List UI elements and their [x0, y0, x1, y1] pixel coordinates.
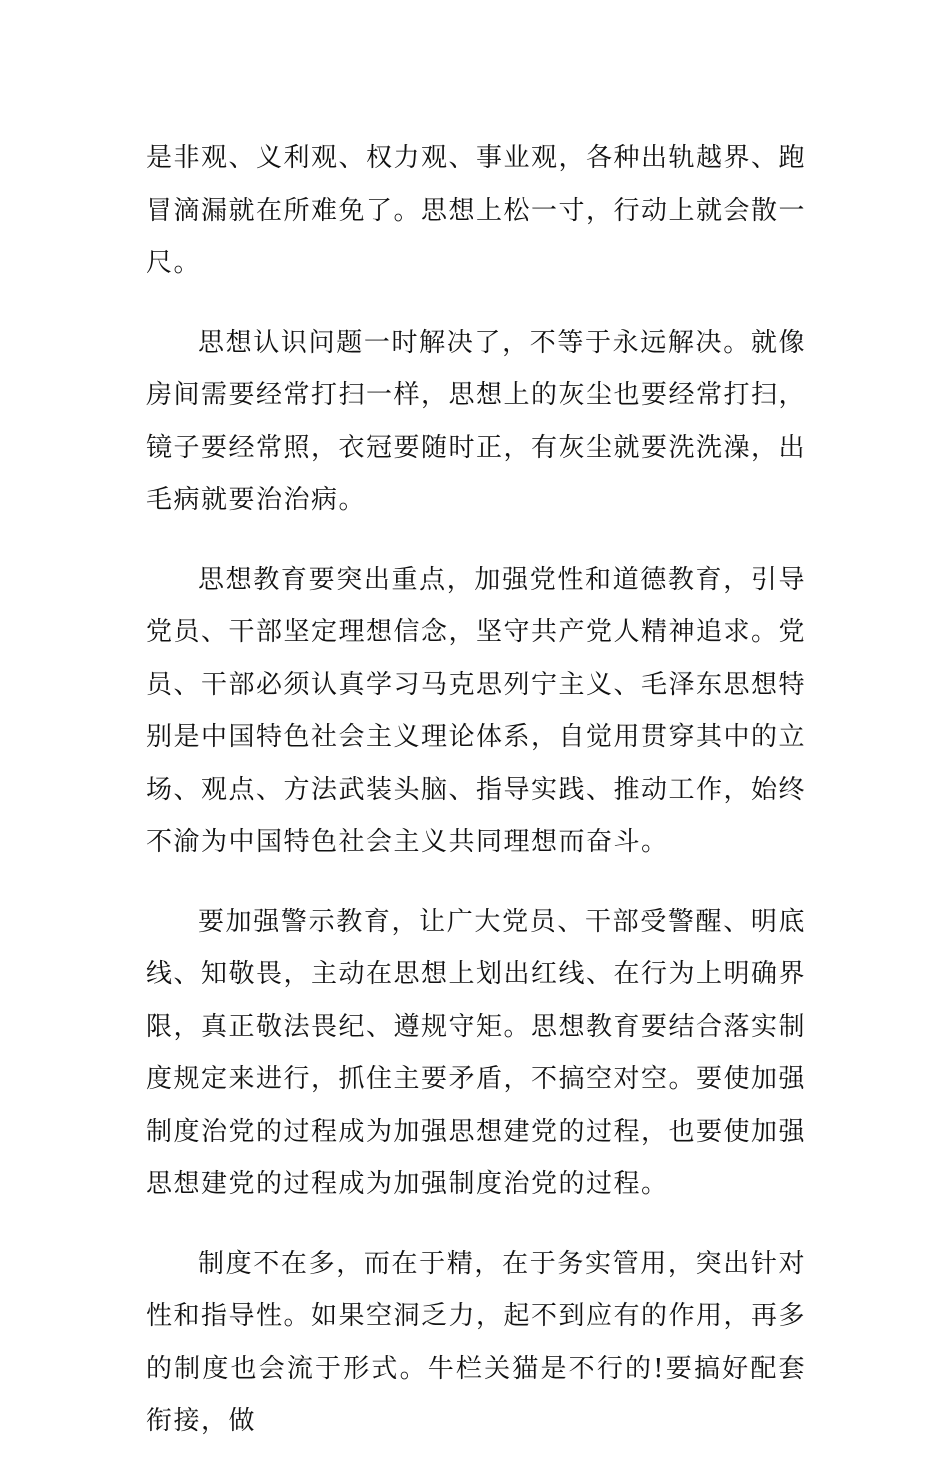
paragraph-continued: 是非观、义利观、权力观、事业观，各种出轨越界、跑冒滴漏就在所难免了。思想上松一寸，行动上就会散一尺。 [146, 143, 807, 278]
paragraph-institutions: 制度不在多，而在于精，在于务实管用，突出针对性和指导性。如果空洞乏力，起不到应有的作用，再多的制度也会流于形式。牛栏关猫是不行的!要搞好配套衔接，做 [146, 1248, 807, 1436]
document-body [146, 132, 806, 1475]
paragraph-warning-education: 要加强警示教育，让广大党员、干部受警醒、明底线、知敬畏，主动在思想上划出红线、在行为上明确界限，真正敬法畏纪、遵规守矩。思想教育要结合落实制度规定来进行，抓住主要矛盾，不搞空对空。要使加强制度治党的过程成为加强思想建党的过程，也要使加强思想建党的过程成为加强制度治党的过程。 [146, 906, 807, 1199]
paragraph-thought-cleaning: 思想认识问题一时解决了，不等于永远解决。就像房间需要经常打扫一样，思想上的灰尘也要经常打扫，镜子要经常照，衣冠要随时正，有灰尘就要洗洗澡，出毛病就要治治病。 [146, 327, 807, 515]
paragraph-thought-education: 思想教育要突出重点，加强党性和道德教育，引导党员、干部坚定理想信念，坚守共产党人精神追求。党员、干部必须认真学习马克思列宁主义、毛泽东思想特别是中国特色社会主义理论体系，自觉用贯穿其中的立场、观点、方法武装头脑、指导实践、推动工作，始终不渝为中国特色社会主义共同理想而奋斗。 [146, 564, 807, 857]
